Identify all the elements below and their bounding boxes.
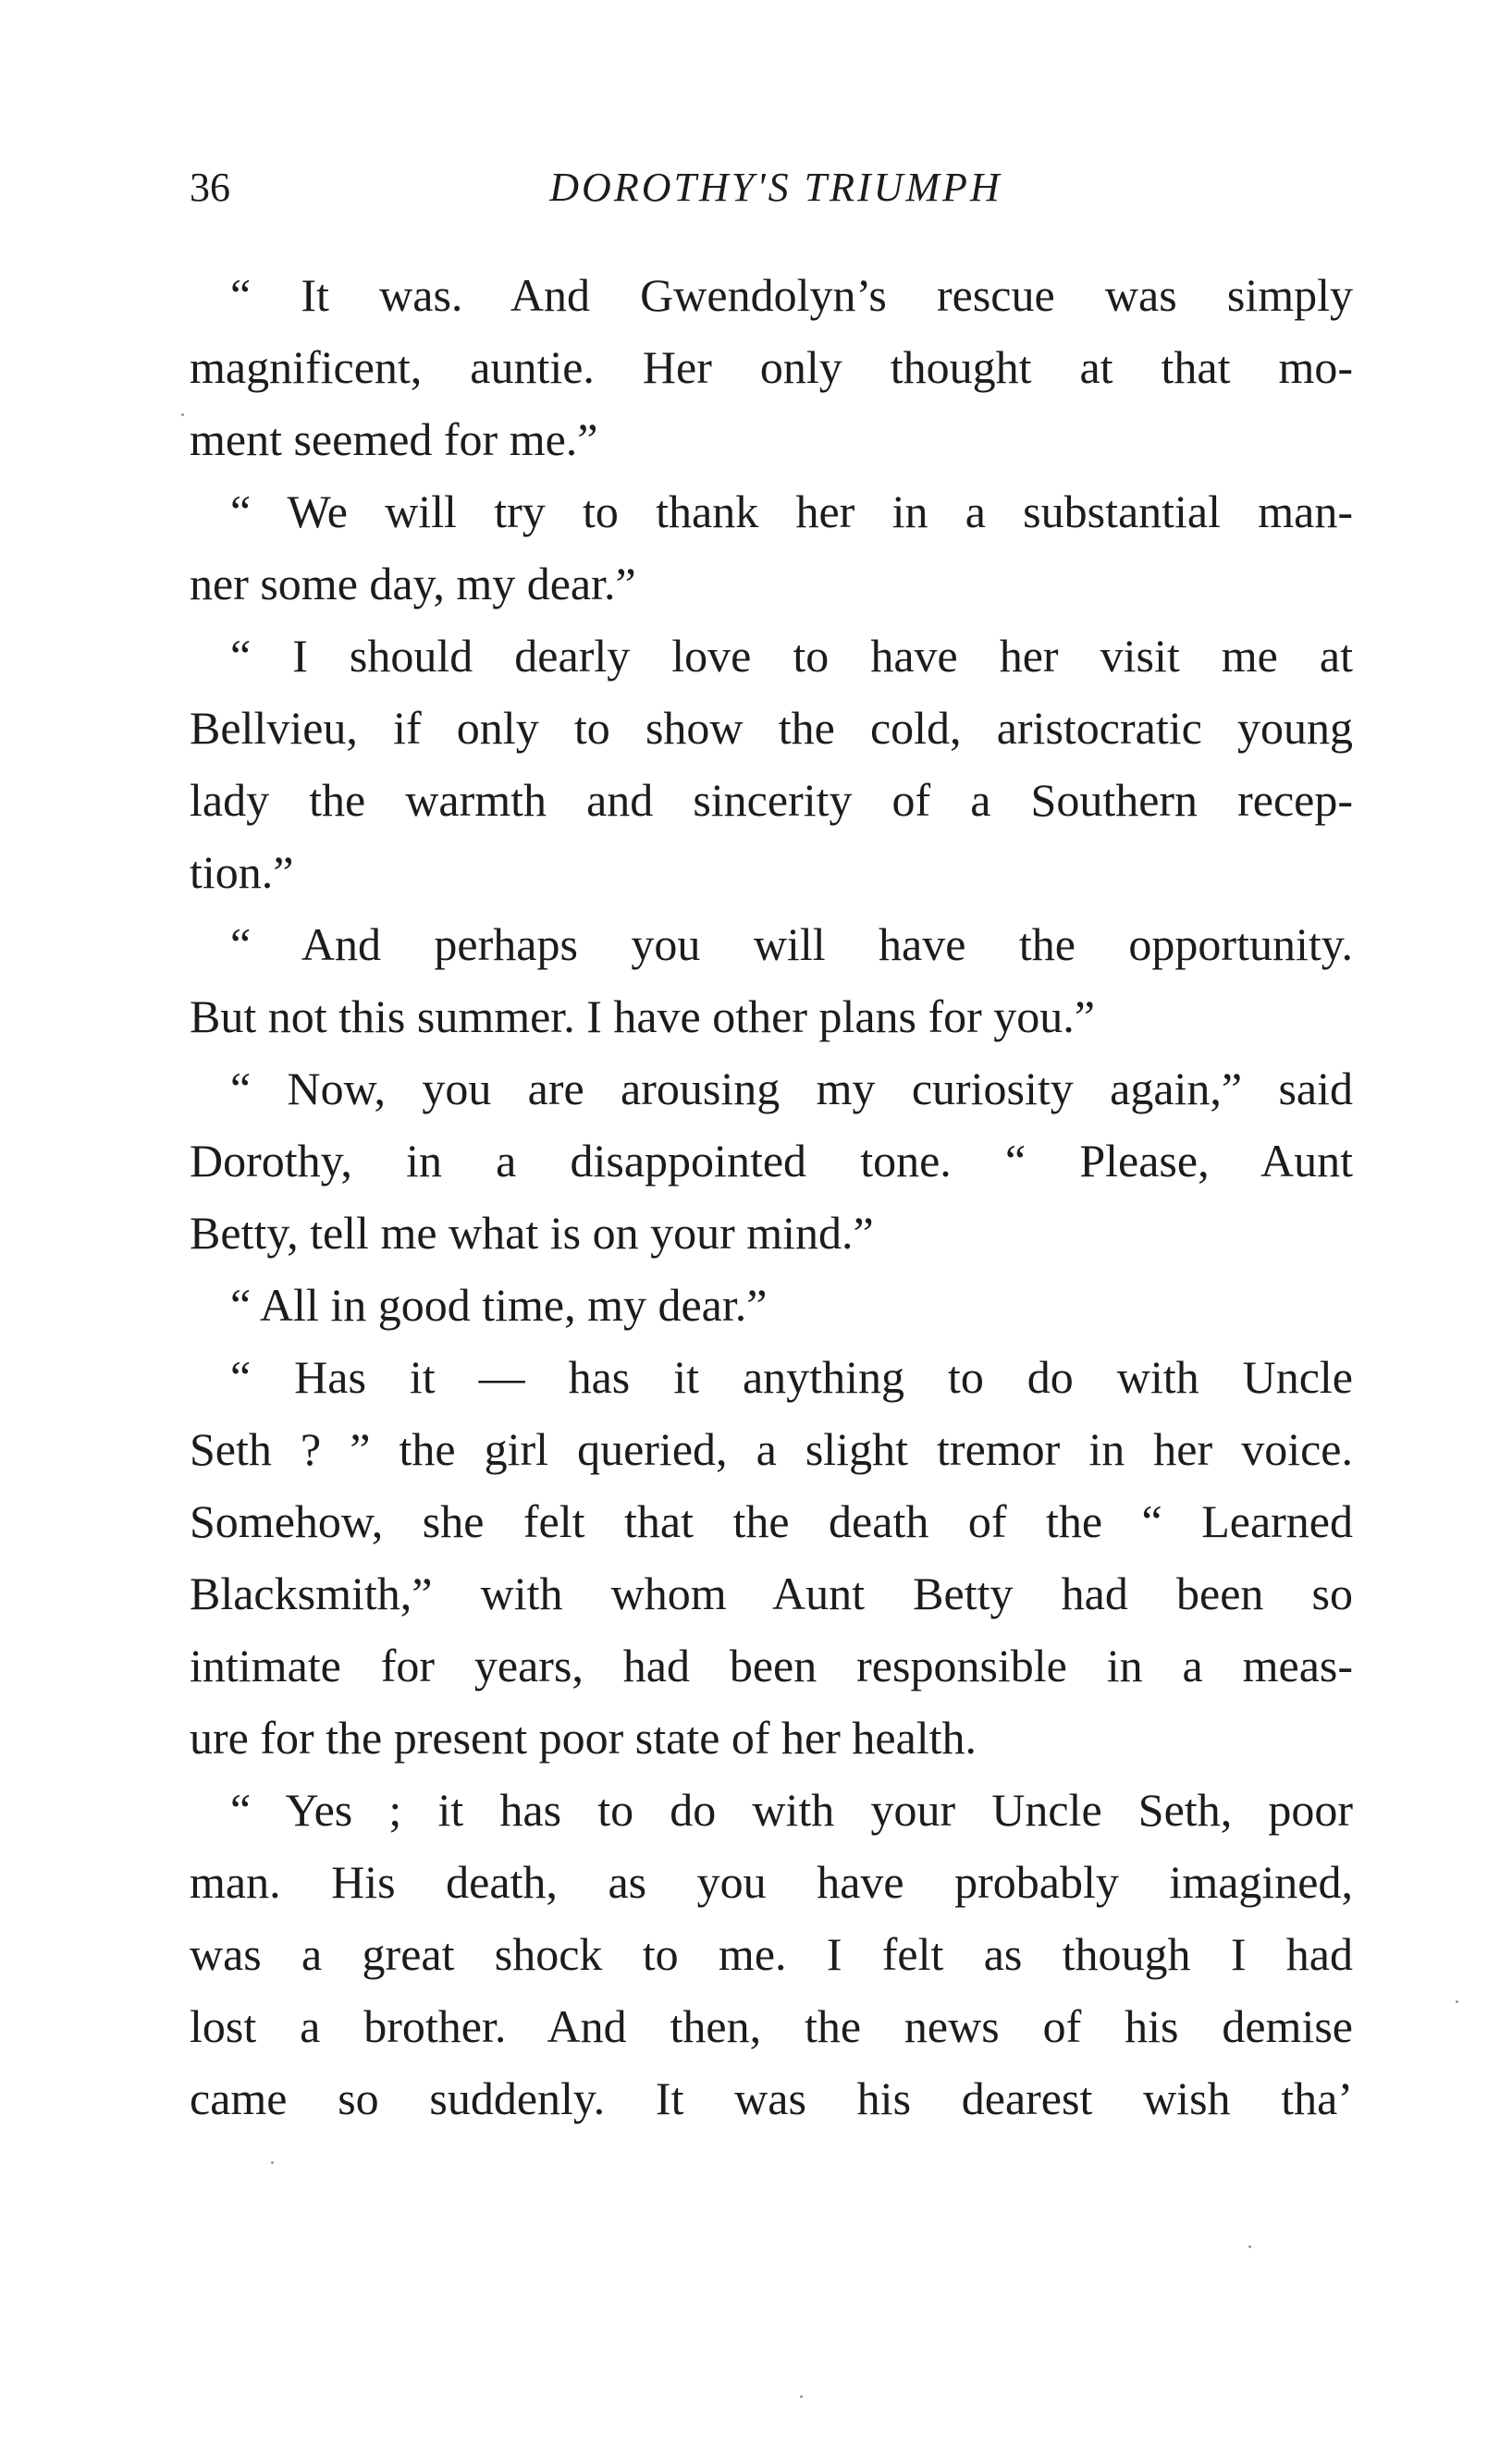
text-line: lady the warmth and sincerity of a Southern recep- [190, 774, 1353, 826]
text-line: But not this summer. I have other plans for you.” [190, 990, 1096, 1042]
paper-speck [800, 2395, 803, 2398]
text-line: Blacksmith,” with whom Aunt Betty had been so [190, 1568, 1353, 1619]
text-line: “ Yes ; it has to do with your Uncle Seth, poor [230, 1784, 1353, 1836]
text-line: Seth ? ” the girl queried, a slight tremor in her voice. [190, 1423, 1353, 1475]
body-text [190, 259, 1353, 2155]
text-line: ure for the present poor state of her health. [190, 1712, 977, 1764]
text-line: lost a brother. And then, the news of his demise [190, 2000, 1353, 2052]
text-line: came so suddenly. It was his dearest wish tha’ [190, 2072, 1353, 2124]
text-line: “ And perhaps you will have the opportunity. [230, 918, 1353, 970]
text-line: “ It was. And Gwendolyn’s rescue was simply [230, 269, 1353, 321]
text-line: “ Now, you are arousing my curiosity again,” said [230, 1063, 1353, 1114]
paper-speck [181, 413, 184, 416]
page-number: 36 [190, 165, 230, 210]
text-line: ner some day, my dear.” [190, 558, 636, 609]
text-line: “ We will try to thank her in a substantial man- [230, 486, 1353, 537]
paper-speck [1456, 2000, 1458, 2003]
paper-speck [1248, 2245, 1251, 2248]
text-line: Somehow, she felt that the death of the “ Learned [190, 1495, 1353, 1547]
running-head [190, 155, 1353, 220]
text-line: Bellvieu, if only to show the cold, aristocratic young [190, 702, 1353, 754]
text-line: tion.” [190, 846, 294, 898]
text-line: intimate for years, had been responsible in a meas- [190, 1640, 1353, 1691]
text-line: ment seemed for me.” [190, 413, 598, 465]
text-line: magnificent, auntie. Her only thought at that mo- [190, 341, 1353, 393]
text-line: Betty, tell me what is on your mind.” [190, 1207, 874, 1259]
text-line: “ I should dearly love to have her visit me at [230, 630, 1353, 682]
paper-speck [271, 2161, 274, 2164]
text-line: Dorothy, in a disappointed tone. “ Please, Aunt [190, 1135, 1353, 1187]
text-line: man. His death, as you have probably imagined, [190, 1856, 1353, 1908]
book-title: DOROTHY'S TRIUMPH [549, 165, 1002, 210]
text-line: “ All in good time, my dear.” [230, 1279, 768, 1331]
text-line: “ Has it — has it anything to do with Uncle [230, 1351, 1353, 1403]
text-line: was a great shock to me. I felt as though I had [190, 1928, 1353, 1980]
